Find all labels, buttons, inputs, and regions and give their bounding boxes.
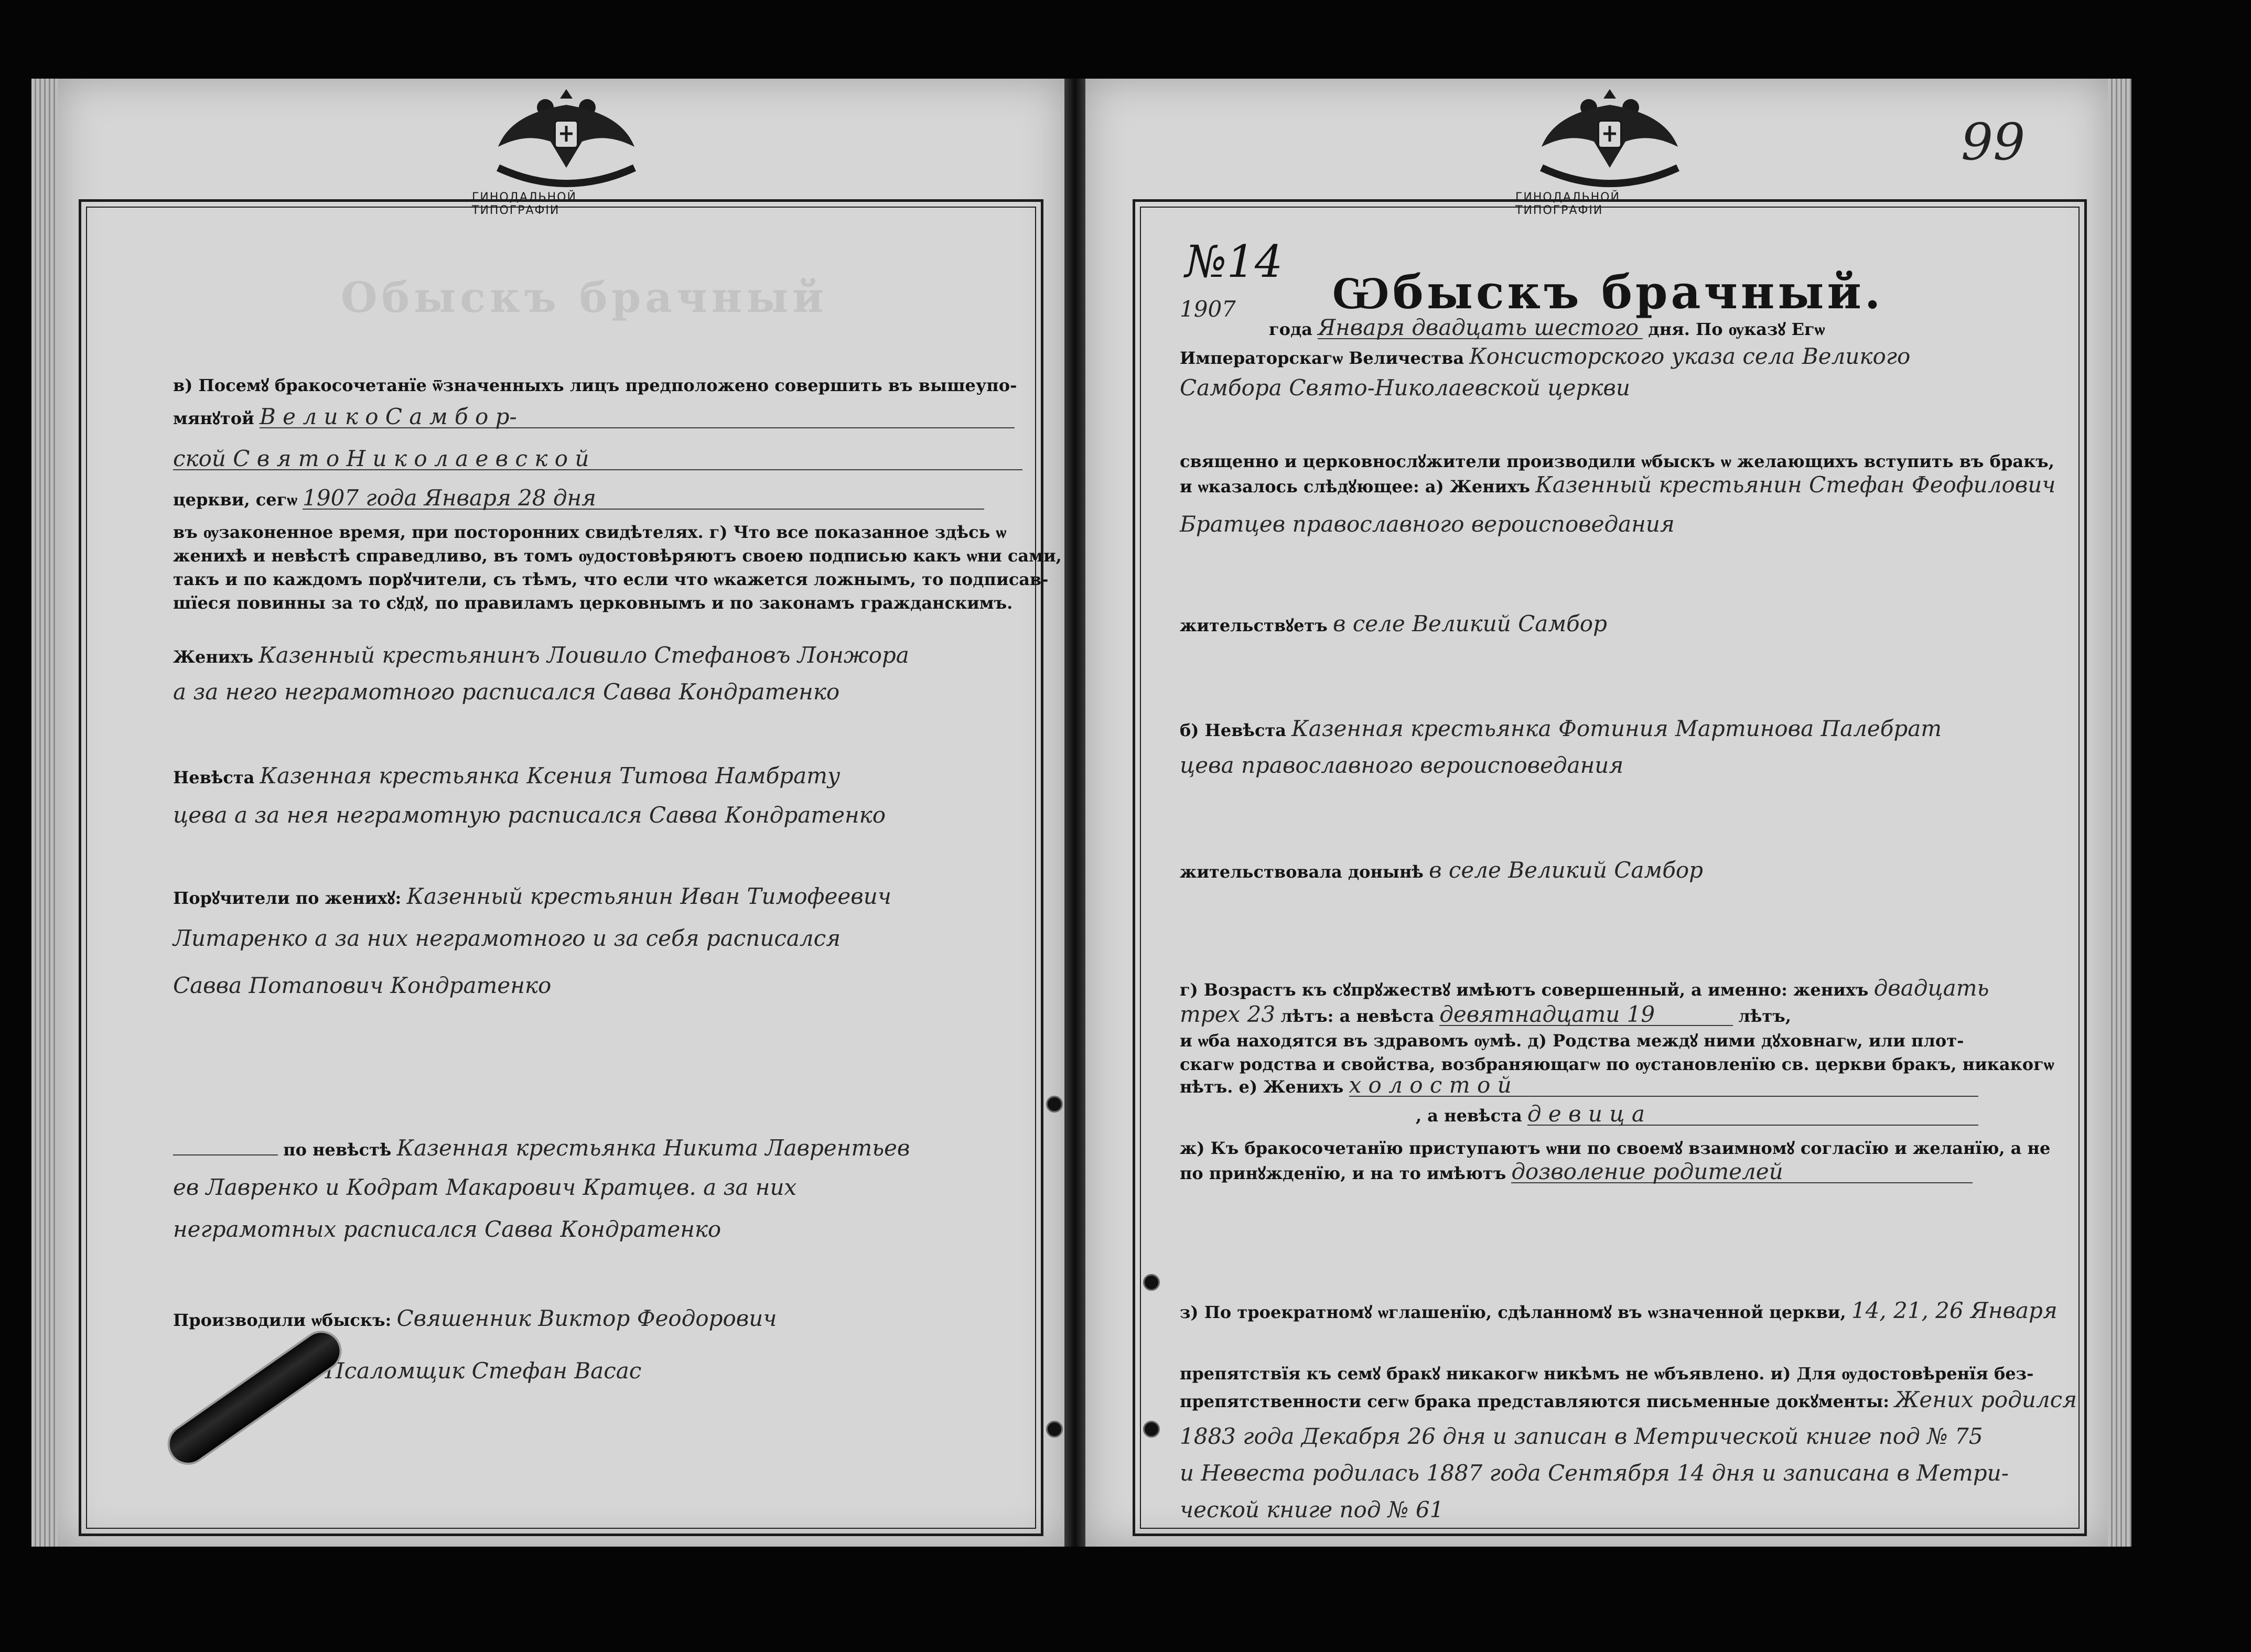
guarantors-bride-handwriting-2: ев Лавренко и Кодрат Макарович Кратцев. а за них <box>173 1174 797 1200</box>
day-decree-label: дня. По ѹказꙋ Егѡ <box>1648 319 1825 339</box>
guarantors-bride-handwriting-1: Казенная крестьянка Никита Лаврентьев <box>396 1135 910 1161</box>
age-line-6 <box>1416 1101 1978 1127</box>
bride-status-label: , а невѣста <box>1416 1106 1522 1126</box>
groom-residence-line <box>1180 613 1607 636</box>
guarantors-groom-label: Порꙋчители по женихꙋ: <box>173 888 402 908</box>
document-number: №14 <box>1185 236 1283 287</box>
bleed-through-title: Обыскъ брачный <box>341 273 828 322</box>
consent-label: по принꙋжденїю, и на то имѣютъ <box>1180 1163 1506 1183</box>
section-v-line-2-label: мянꙋтой <box>173 408 254 428</box>
left-page-frame <box>79 199 1043 1536</box>
groom-handwriting-1: Казенный крестьянинъ Лоивило Стефановъ Лонжора <box>259 642 909 668</box>
section-v-line-3 <box>173 448 1022 471</box>
emblem-ribbon-text: ГИНОДАЛЬНОЙ ТИПОГРАФІИ <box>1515 191 1620 217</box>
guarantors-groom-handwriting-1: Казенный крестьянин Иван Тимофеевич <box>406 883 891 909</box>
groom-age-handwriting: двадцать <box>1873 975 1989 1001</box>
guarantors-bride-dash <box>173 1154 278 1156</box>
documents-handwriting-4: ческой книге под № 61 <box>1180 1497 1444 1523</box>
section-v-line-1: в) Посемꙋ бракосочетанїе ѿзначенныхъ лицъ предположено совершить въ вышеупо- <box>173 375 1017 395</box>
emblem-ribbon-text: ГИНОДАЛЬНОЙ ТИПОГРАФІИ <box>472 191 577 217</box>
double-headed-eagle-icon <box>488 79 645 194</box>
bride-handwriting-right-1: Казенная крестьянка Фотиния Мартинова Палебрат <box>1291 716 1942 741</box>
bride-label: Невѣста <box>173 768 255 787</box>
conducted-label: Производили ѡбыскъ: <box>173 1310 392 1330</box>
age-line-2 <box>1180 1001 1791 1027</box>
section-v-line-7: такъ и по каждомъ порꙋчители, съ тѣмъ, что если что ѡкажется ложнымъ, то подписав- <box>173 569 1049 589</box>
guarantors-groom-handwriting-3: Савва Потапович Кондратенко <box>173 973 552 998</box>
conducted-priest-handwriting: Свяшенник Виктор Феодорович <box>396 1305 777 1331</box>
documents-label: препятственности сегѡ брака представляются письменные докꙋменты: <box>1180 1391 1890 1411</box>
majesty-label: Императорскагѡ Величества <box>1180 348 1464 368</box>
consent-line-1: ж) Къ бракосочетанїю приступаютъ ѡни по своемꙋ взаимномꙋ согласїю и желанїю, а не <box>1180 1138 2051 1158</box>
page-number: 99 <box>1961 113 2026 171</box>
bride-residence-line <box>1180 857 1704 883</box>
groom-handwriting-right-2: Братцев православного вероисповедания <box>1180 511 1675 537</box>
binding-hole <box>1143 1274 1160 1291</box>
banns-label: з) По троекратномꙋ ѡглашенїю, сдѣланномꙋ въ ѡзначенной церкви, <box>1180 1302 1846 1322</box>
documents-handwriting-2: 1883 года Декабря 26 дня и записан в Метрической книге под № 75 <box>1180 1423 1983 1449</box>
document-title: Ѡбыскъ брачный. <box>1332 265 1884 319</box>
binding-hole <box>1046 1096 1063 1113</box>
guarantors-bride-line-1 <box>173 1135 910 1161</box>
groom-age-handwriting-2: трех 23 <box>1180 1001 1276 1027</box>
age-line-5 <box>1180 1072 1978 1098</box>
conducted-psalmist-handwriting: Псаломщик Стефан Васас <box>325 1358 642 1384</box>
banns-line-2: препятствїя къ семꙋ бракꙋ никакогѡ никѣмъ не ѡбъявлено. и) Для ѹдостовѣренїя без- <box>1180 1364 2034 1384</box>
right-imperial-eagle-emblem <box>1515 79 1704 220</box>
guarantors-groom-handwriting-2: Литаренко а за них неграмотного и за себя расписался <box>173 925 841 951</box>
section-v-line-5: въ ѹзаконенное время, при посторонних свидѣтелях. г) Что все показанное здѣсь ѡ <box>173 522 1007 542</box>
section-v-church-handwriting: В е л и к о С а м б о р- <box>260 406 1015 428</box>
bride-age-label: лѣтъ: а невѣста <box>1280 1006 1435 1026</box>
bride-handwriting-1: Казенная крестьянка Ксения Титова Намбрату <box>260 763 841 789</box>
church-handwriting: Самбора Свято-Николаевской церкви <box>1180 375 1630 401</box>
age-line-3: и ѡба находятся въ здравомъ ѹмѣ. д) Родства междꙋ ними дꙋховнагѡ, или плот- <box>1180 1031 1964 1051</box>
book-gutter <box>1064 79 1085 1547</box>
section-v-church-handwriting-2: ской С в я т о Н и к о л а е в с к о й <box>173 448 1022 470</box>
top-line-2 <box>1180 343 1911 369</box>
age-line-1 <box>1180 975 1989 1001</box>
groom-handwriting-2: а за него неграмотного расписался Савва Кондратенко <box>173 679 840 705</box>
left-imperial-eagle-emblem <box>472 79 661 220</box>
groom-residence-label: жительствꙋетъ <box>1180 616 1328 635</box>
bride-residence-label: жительствовала донынѣ <box>1180 862 1424 882</box>
banns-line-3 <box>1180 1389 2077 1412</box>
top-line-1 <box>1269 317 1825 340</box>
documents-handwriting-3: и Невеста родилась 1887 года Сентября 14 дня и записана в Метри- <box>1180 1460 2009 1486</box>
section-v-line-2 <box>173 406 1015 429</box>
groom-status-handwriting: х о л о с т о й <box>1349 1075 1978 1097</box>
bride-line-right-1 <box>1180 718 1942 741</box>
date-handwriting: Января двадцать шестого <box>1318 317 1643 339</box>
bride-label-right: б) Невѣста <box>1180 720 1286 740</box>
groom-residence-handwriting: в селе Великий Самбор <box>1332 611 1607 636</box>
banns-dates-handwriting: 14, 21, 26 Января <box>1851 1298 2058 1323</box>
years-label: лѣтъ, <box>1738 1006 1791 1026</box>
groom-handwriting-right-1: Казенный крестьянин Стефан Феофилович <box>1535 472 2056 498</box>
bride-status-handwriting: д е в и ц а <box>1527 1104 1978 1126</box>
age-line-4: скагѡ родства и свойства, возбраняющагѡ по ѹстановленїю св. церкви бракъ, никакогѡ <box>1180 1054 2054 1074</box>
guarantors-bride-label: по невѣстѣ <box>283 1140 392 1160</box>
consent-line-2 <box>1180 1161 1973 1184</box>
section-v-line-4-label: церкви, сегѡ <box>173 490 297 510</box>
consent-handwriting: дозволение родителей <box>1511 1161 1973 1183</box>
double-headed-eagle-icon <box>1531 79 1688 194</box>
section-v-line-4 <box>173 485 984 511</box>
bride-handwriting-2: цева а за нея неграмотную расписался Савва Кондратенко <box>173 802 886 828</box>
groom-label: Женихъ <box>173 647 254 667</box>
bride-line-1 <box>173 765 840 788</box>
binding-hole <box>1143 1421 1160 1438</box>
bride-residence-handwriting: в селе Великий Самбор <box>1429 857 1704 883</box>
section-v-date-handwriting: 1907 года Января 28 дня <box>303 488 984 510</box>
section-v-line-6: женихѣ и невѣстѣ справедливо, въ томъ ѹдостовѣряютъ своею подписью какъ ѡни сами, <box>173 546 1062 566</box>
guarantors-bride-handwriting-3: неграмотных расписался Савва Кондратенко <box>173 1216 721 1242</box>
bride-handwriting-right-2: цева православного вероисповедания <box>1180 752 1624 778</box>
documents-handwriting-1: Жених родился <box>1894 1387 2077 1412</box>
conducted-line-1 <box>173 1305 777 1331</box>
bride-age-handwriting: девятнадцати 19 <box>1439 1004 1733 1026</box>
groom-label-right: и ѡказалось слѣдꙋющее: а) Женихъ <box>1180 477 1531 496</box>
age-label: г) Возрастъ къ сꙋпрꙋжествꙋ имѣютъ совершенный, а именно: женихъ <box>1180 980 1869 1000</box>
year-handwriting: 1907 <box>1180 296 1236 322</box>
right-page-edge-stack <box>2108 79 2131 1547</box>
top-line-4: священно и церковнослꙋжители производили ѡбыскъ ѡ желающихъ вступить въ бракъ, <box>1180 451 2054 471</box>
decree-handwriting: Консисторского указа села Великого <box>1469 343 1911 369</box>
top-line-5 <box>1180 474 2055 497</box>
banns-line-1 <box>1180 1300 2058 1323</box>
left-page-edge-stack <box>31 79 58 1547</box>
section-v-line-8: шїеся повинны за то сꙋдꙋ, по правиламъ церковнымъ и по законамъ гражданскимъ. <box>173 593 1013 613</box>
guarantors-groom-line-1 <box>173 883 891 909</box>
binding-hole <box>1046 1421 1063 1438</box>
groom-status-label: нѣтъ. е) Женихъ <box>1180 1077 1344 1097</box>
year-label: года <box>1269 319 1313 339</box>
groom-line-1 <box>173 642 909 668</box>
